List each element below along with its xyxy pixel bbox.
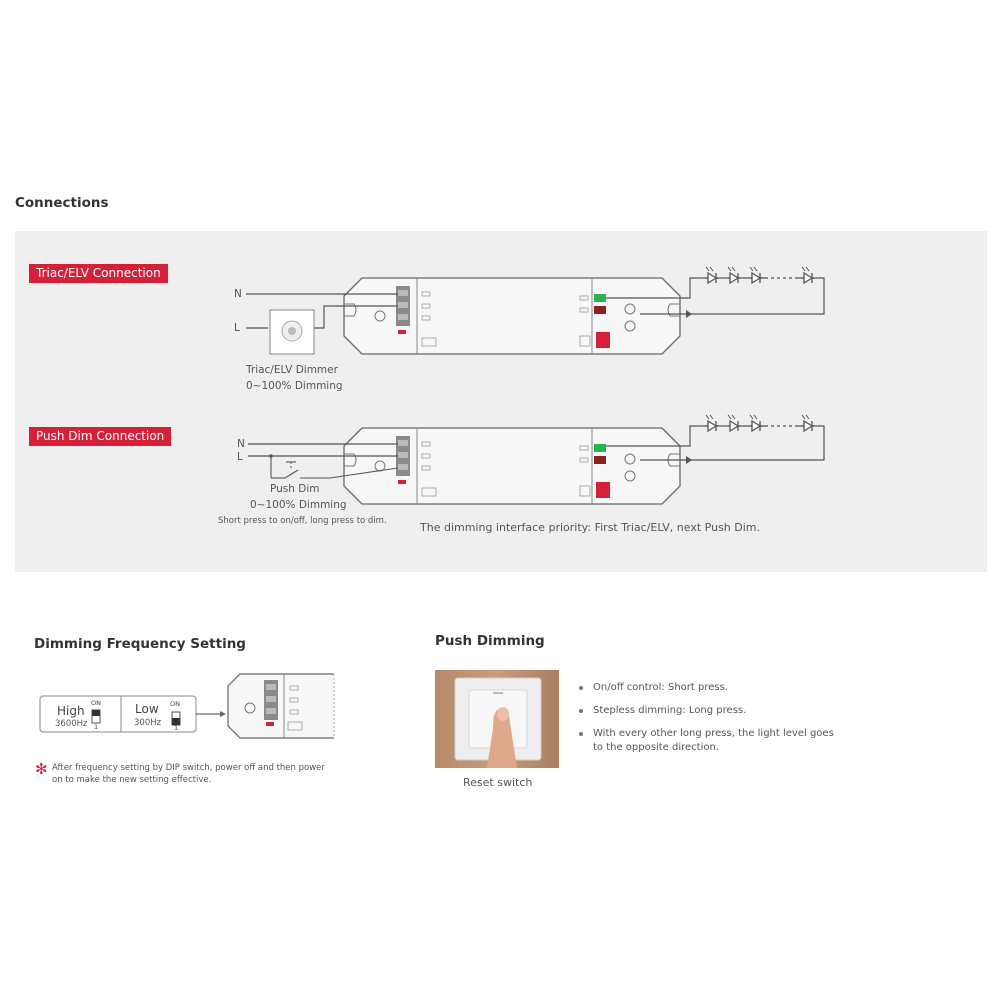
high-switch-on-label: ON [91, 699, 101, 707]
bullet-item [579, 681, 859, 695]
triac-l-label: L [234, 322, 240, 334]
triac-connection-tag: Triac/ELV Connection [29, 264, 168, 283]
high-value: 3600Hz [55, 719, 88, 729]
bullet-dot-icon [579, 709, 583, 713]
push-dim-driver [344, 428, 680, 504]
push-dim-n-label: N [237, 438, 245, 450]
high-switch-pos-label: 1 [94, 723, 99, 731]
bullet-dot-icon [579, 686, 583, 690]
bullet-item [579, 704, 859, 718]
frequency-diagram [0, 660, 360, 750]
push-dim-connection-tag: Push Dim Connection [29, 427, 171, 446]
bullet-continuation: to the opposite direction. [593, 742, 719, 753]
connections-heading: Connections [15, 195, 109, 211]
bullet-text: Stepless dimming: Long press. [593, 705, 747, 716]
push-dim-note: Short press to on/off, long press to dim. [218, 516, 387, 526]
photo-caption: Reset switch [463, 776, 533, 789]
asterisk-icon: ✻ [35, 760, 48, 778]
bullet-text: On/off control: Short press. [593, 682, 728, 693]
low-switch-pos-label: 1 [174, 724, 179, 732]
triac-dimming-label: 0~100% Dimming [246, 380, 343, 392]
reset-switch-photo [435, 670, 559, 768]
triac-n-label: N [234, 288, 242, 300]
push-dim-dimming-label: 0~100% Dimming [250, 499, 347, 511]
bullet-item [579, 727, 859, 741]
triac-driver [344, 278, 680, 354]
frequency-heading: Dimming Frequency Setting [34, 636, 246, 652]
low-switch-on-label: ON [170, 700, 180, 708]
push-dim-switch-label: Push Dim [270, 483, 320, 495]
push-dim-l-label: L [237, 451, 243, 463]
led-string-triac [706, 267, 814, 283]
low-value: 300Hz [134, 718, 162, 728]
bullet-text: With every other long press, the light level goes [593, 728, 834, 739]
push-dimming-heading: Push Dimming [435, 633, 545, 649]
triac-dimmer-label: Triac/ELV Dimmer [246, 364, 338, 376]
led-string-push-dim [706, 415, 814, 431]
frequency-note-line2: on to make the new setting effective. [52, 775, 212, 785]
low-label: Low [135, 702, 159, 716]
priority-note: The dimming interface priority: First Triac/ELV, next Push Dim. [420, 521, 761, 534]
bullet-dot-icon [579, 732, 583, 736]
frequency-note-line1: After frequency setting by DIP switch, power off and then power [52, 763, 325, 773]
high-label: High [57, 704, 85, 718]
